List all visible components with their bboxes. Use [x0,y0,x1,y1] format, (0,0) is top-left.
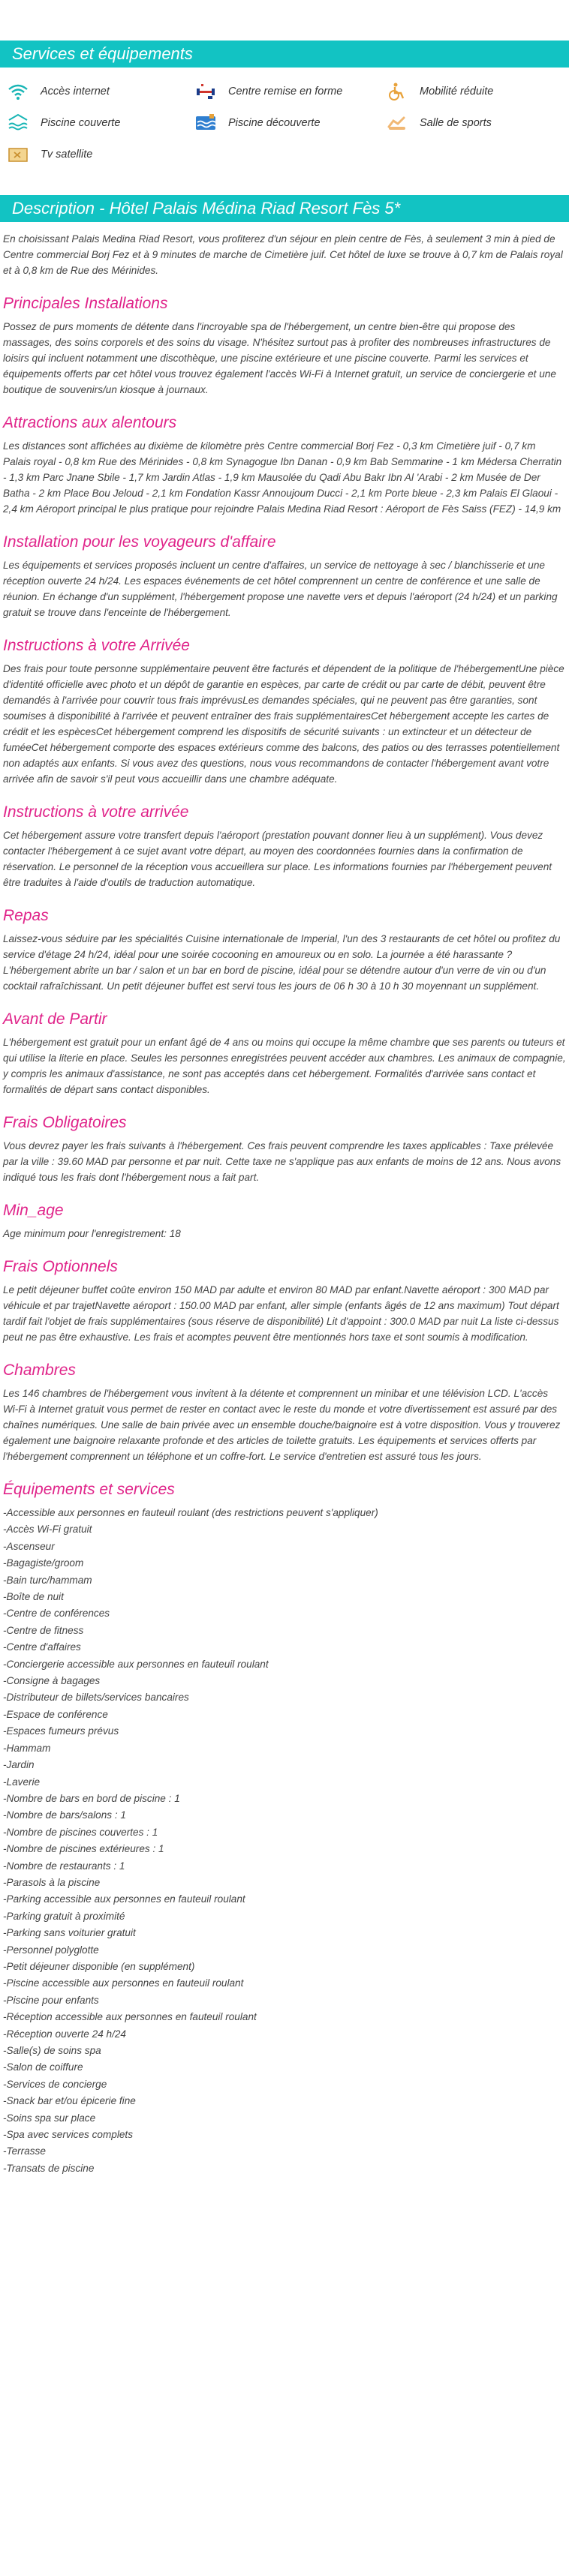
equipment-item: -Terrasse [3,2145,46,2157]
section-title-rooms: Chambres [3,1362,76,1379]
amenity-label: Mobilité réduite [420,86,494,98]
indoor-pool-icon [6,113,30,134]
section-text-before-leaving: L'hébergement est gratuit pour un enfant âgé de 4 ans ou moins qui occupe la même chambre que ses parents ou tuteurs et qui utilise la literie en place. Seules les personnes enregistrées peuvent accéder aux chambres. Les animaux de compagnie, y compris les animaux d'assistance, ne sont pas acceptés dans cet hébergement. Formalités d'arrivée sans contact et formalités de départ sans contact disponibles. [3,1037,566,1095]
amenity-label: Piscine découverte [228,117,321,129]
equipment-item: -Jardin [3,1759,35,1771]
equipment-item: -Nombre de bars/salons : 1 [3,1809,126,1821]
equipment-item: -Petit déjeuner disponible (en supplément) [3,1960,195,1972]
equipment-item: -Parking accessible aux personnes en fauteuil roulant [3,1893,245,1905]
amenity-label: Salle de sports [420,117,492,129]
equipment-item: -Services de concierge [3,2078,107,2090]
section-text-optional-fees: Le petit déjeuner buffet coûte environ 150 MAD par adulte et environ 80 MAD par enfant.Navette aéroport : 300 MAD par véhicule et par trajetNavette aéroport : 150.00 MAD par enfant, aller simple (enfants âgés de 12 ans maximum) Tout départ tardif fait l'objet de frais supplémentaires (sous réserve de disponibilité) Lit d'appoint : 300.0 MAD par nuit La liste ci-dessus peut ne pas être exhaustive. Les frais et acomptes peuvent être mentionnés hors taxe et sont soumis à modification. [3,1284,559,1343]
top-spacer [0,0,569,41]
equipment-item: -Nombre de piscines extérieures : 1 [3,1843,164,1855]
section-title-installations: Principales Installations [3,295,168,312]
amenity-outdoor-pool [194,113,385,134]
section-title-equipment: Équipements et services [3,1481,175,1498]
equipment-item: -Nombre de restaurants : 1 [3,1860,125,1872]
equipment-item: -Piscine accessible aux personnes en fauteuil roulant [3,1977,244,1989]
section-text-installations: Possez de purs moments de détente dans l'incroyable spa de l'hébergement, un centre bien-être qui propose des massages, des soins corporels et des soins du visage. N'hésitez surtout pas à profiter des nombreuses infrastructures de loisirs qui incluent notamment une discothèque, une piscine extérieure et une piscine couverte. Parmi les services et équipements offerts par cet hôtel vous trouvez également l'accès Wi-Fi à Internet gratuit, un service de conciergerie et une boutique de souvenirs/un kiosque à journaux. [3,321,556,395]
description-header: Description - Hôtel Palais Médina Riad Resort Fès 5* [0,195,569,222]
section-title-min-age: Min_age [3,1202,64,1219]
section-title-arrival-transfer: Instructions à votre arrivée [3,803,189,821]
amenity-label: Tv satellite [41,149,93,161]
section-title-arrival-instructions: Instructions à votre Arrivée [3,637,190,654]
section-title-optional-fees: Frais Optionnels [3,1258,118,1275]
description-intro: En choisissant Palais Medina Riad Resort, vous profiterez d'un séjour en plein centre de Fès, à seulement 3 min à pied de Centre commercial Borj Fez et à 9 minutes de marche de Cimetière juif. Cet hôtel de luxe se trouve à 0,7 km de Palais royal et à 0,8 km de Rue des Mérinides. [3,233,563,276]
equipment-item: -Salle(s) de soins spa [3,2045,101,2056]
amenity-label: Accès internet [41,86,110,98]
section-text-arrival-instructions: Des frais pour toute personne supplémentaire peuvent être facturés et dépendent de la politique de l'hébergementUne pièce d'identité officielle avec photo et un dépôt de garantie en espèces, par carte de crédit ou par carte de débit, peuvent être demandés à l'arrivée pour couvrir tous frais imprévusLes demandes spéciales, qui ne peuvent pas être garanties, sont soumises à disponibilité à l'arrivée et peuvent entraîner des frais supplémentairesCet hébergement accepte les cartes de crédit et les espècesCet hébergement comprend les dispositifs de sécurité suivants : un extincteur et un détecteur de fuméeCet hébergement comporte des espaces extérieurs comme des balcons, des patios ou des terrasses potentiellement non adaptés aux enfants. Si vous avez des questions, nous vous recommandons de contacter l'hébergement avant votre arrivée afin de savoir s'il peut vous accueillir dans une chambre adéquate. [3,663,564,785]
equipment-item: -Centre d'affaires [3,1641,81,1653]
equipment-item: -Salon de coiffure [3,2061,83,2073]
services-header: Services et équipements [0,41,569,68]
equipment-item: -Ascenseur [3,1540,55,1552]
equipment-item: -Réception ouverte 24 h/24 [3,2028,126,2040]
equipment-item: -Accès Wi-Fi gratuit [3,1524,92,1536]
equipment-item: -Parking gratuit à proximité [3,1910,125,1922]
amenity-label: Piscine couverte [41,117,121,129]
equipment-item: -Espace de conférence [3,1708,108,1720]
amenity-satellite-tv [6,144,194,165]
equipment-list [0,1505,569,2177]
equipment-item: -Soins spa sur place [3,2112,96,2124]
section-title-before-leaving: Avant de Partir [3,1010,107,1028]
equipment-item: -Boîte de nuit [3,1591,64,1603]
section-title-mandatory-fees: Frais Obligatoires [3,1114,127,1131]
satellite-tv-icon [6,144,30,165]
outdoor-pool-icon [194,113,218,134]
amenity-indoor-pool [6,113,194,134]
equipment-item: -Nombre de piscines couvertes : 1 [3,1826,158,1838]
equipment-item: -Centre de conférences [3,1608,110,1620]
wifi-icon [6,81,30,102]
section-text-rooms: Les 146 chambres de l'hébergement vous invitent à la détente et comprennent un minibar et une télévision LCD. L'accès Wi-Fi à Internet gratuit vous permet de rester en contact avec le reste du monde et votre divertissement est assuré par des chaînes numériques. Une salle de bain privée avec un ensemble douche/baignoire est à votre disposition. Vous y trouverez également une baignoire relaxante profonde et des articles de toilette gratuits. Les équipements et services offerts par l'hébergement comprennent un téléphone et un coffre-fort. Le service d'entretien est assuré tous les jours. [3,1388,561,1462]
equipment-item: -Parasols à la piscine [3,1876,101,1888]
section-title-meals: Repas [3,907,49,924]
equipment-item: -Nombre de bars en bord de piscine : 1 [3,1792,180,1804]
equipment-item: -Conciergerie accessible aux personnes en fauteuil roulant [3,1658,269,1670]
equipment-item: -Centre de fitness [3,1624,84,1636]
equipment-item: -Parking sans voiturier gratuit [3,1927,136,1939]
equipment-item: -Snack bar et/ou épicerie fine [3,2095,136,2107]
amenity-internet [6,81,194,102]
section-text-arrival-transfer: Cet hébergement assure votre transfert depuis l'aéroport (prestation pouvant donner lieu à un supplément). Vous devez contacter l'hébergement à ce sujet avant votre départ, au moyen des coordonnées fournies dans la confirmation de réservation. Le personnel de la réception vous accueillera sur place. Les informations fournies par l'hébergement peuvent être traduites à l'aide d'outils de traduction automatique. [3,830,552,888]
section-text-meals: Laissez-vous séduire par les spécialités Cuisine internationale de Imperial, l'un des 3 restaurants de cet hôtel ou profitez du service d'étage 24 h/24, idéal pour une soirée cocooning en amoureux ou en solo. La journée a été harassante ? L'hébergement abrite un bar / salon et un bar en bord de piscine, idéal pour se détendre autour d'un verre de vin ou d'un cocktail rafraîchissant. Un petit déjeuner buffet est servi tous les jours de 06 h 30 à 10 h 30 moyennant un supplément. [3,933,561,992]
amenity-grid [0,77,569,180]
amenity-fitness [194,81,385,102]
amenity-sports-hall [385,113,569,134]
equipment-item: -Espaces fumeurs prévus [3,1725,119,1737]
section-title-attractions: Attractions aux alentours [3,414,177,431]
equipment-item: -Consigne à bagages [3,1675,101,1687]
section-text-min-age: Age minimum pour l'enregistrement: 18 [3,1228,181,1239]
amenity-label: Centre remise en forme [228,86,343,98]
equipment-item: -Laverie [3,1776,41,1788]
fitness-icon [194,81,218,102]
equipment-item: -Transats de piscine [3,2162,95,2174]
section-text-mandatory-fees: Vous devrez payer les frais suivants à l'hébergement. Ces frais peuvent comprendre les taxes applicables : Taxe prélevée par la ville : 39.60 MAD par personne et par nuit. Cette taxe ne s'applique pas aux enfants de moins de 12 ans. Nous avons indiqué tous les frais dont l'hébergement nous a fait part. [3,1140,561,1183]
equipment-item: -Spa avec services complets [3,2129,134,2141]
sports-hall-icon [385,113,409,134]
wheelchair-icon [385,81,409,102]
equipment-item: -Distributeur de billets/services bancaires [3,1692,189,1704]
equipment-item: -Piscine pour enfants [3,1994,99,2006]
equipment-item: -Personnel polyglotte [3,1944,99,1956]
equipment-item: -Hammam [3,1742,51,1754]
equipment-item: -Bain turc/hammam [3,1574,92,1586]
section-title-business: Installation pour les voyageurs d'affaire [3,533,276,551]
section-text-business: Les équipements et services proposés incluent un centre d'affaires, un service de nettoyage à sec / blanchisserie et une réception ouverte 24 h/24. Les espaces événements de cet hôtel comprennent un centre de conférence et une salle de réunion. En échange d'un supplément, l'hébergement propose une navette vers et depuis l'aéroport (24 h/24) et un parking gratuit se trouve dans l'enceinte de l'hébergement. [3,560,558,618]
amenity-reduced-mobility [385,81,569,102]
equipment-item: -Réception accessible aux personnes en fauteuil roulant [3,2011,257,2023]
equipment-item: -Accessible aux personnes en fauteuil roulant (des restrictions peuvent s'appliquer) [3,1507,378,1518]
section-text-attractions: Les distances sont affichées au dixième de kilomètre près Centre commercial Borj Fez - 0,3 km Cimetière juif - 0,7 km Palais royal - 0,8 km Rue des Mérinides - 0,8 km Synagogue Ibn Danan - 0,9 km Bab Semmarine - 1 km Médersa Cherratin - 1,3 km Parc Jnane Sbile - 1,7 km Jardin Atlas - 1,9 km Mausolée du Qadi Abu Bakr Ibn Al 'Arabi - 2 km Musée de Der Batha - 2 km Place Bou Jeloud - 2,1 km Fondation Kassr Annoujoum Ducci - 2,1 km Porte bleue - 2,3 km Palais El Glaoui - 2,4 km Aéroport principal le plus pratique pour rejoindre Palais Medina Riad Resort : Aéroport de Fès Saiss (FEZ) - 14,9 km [3,440,562,515]
equipment-item: -Bagagiste/groom [3,1557,84,1569]
